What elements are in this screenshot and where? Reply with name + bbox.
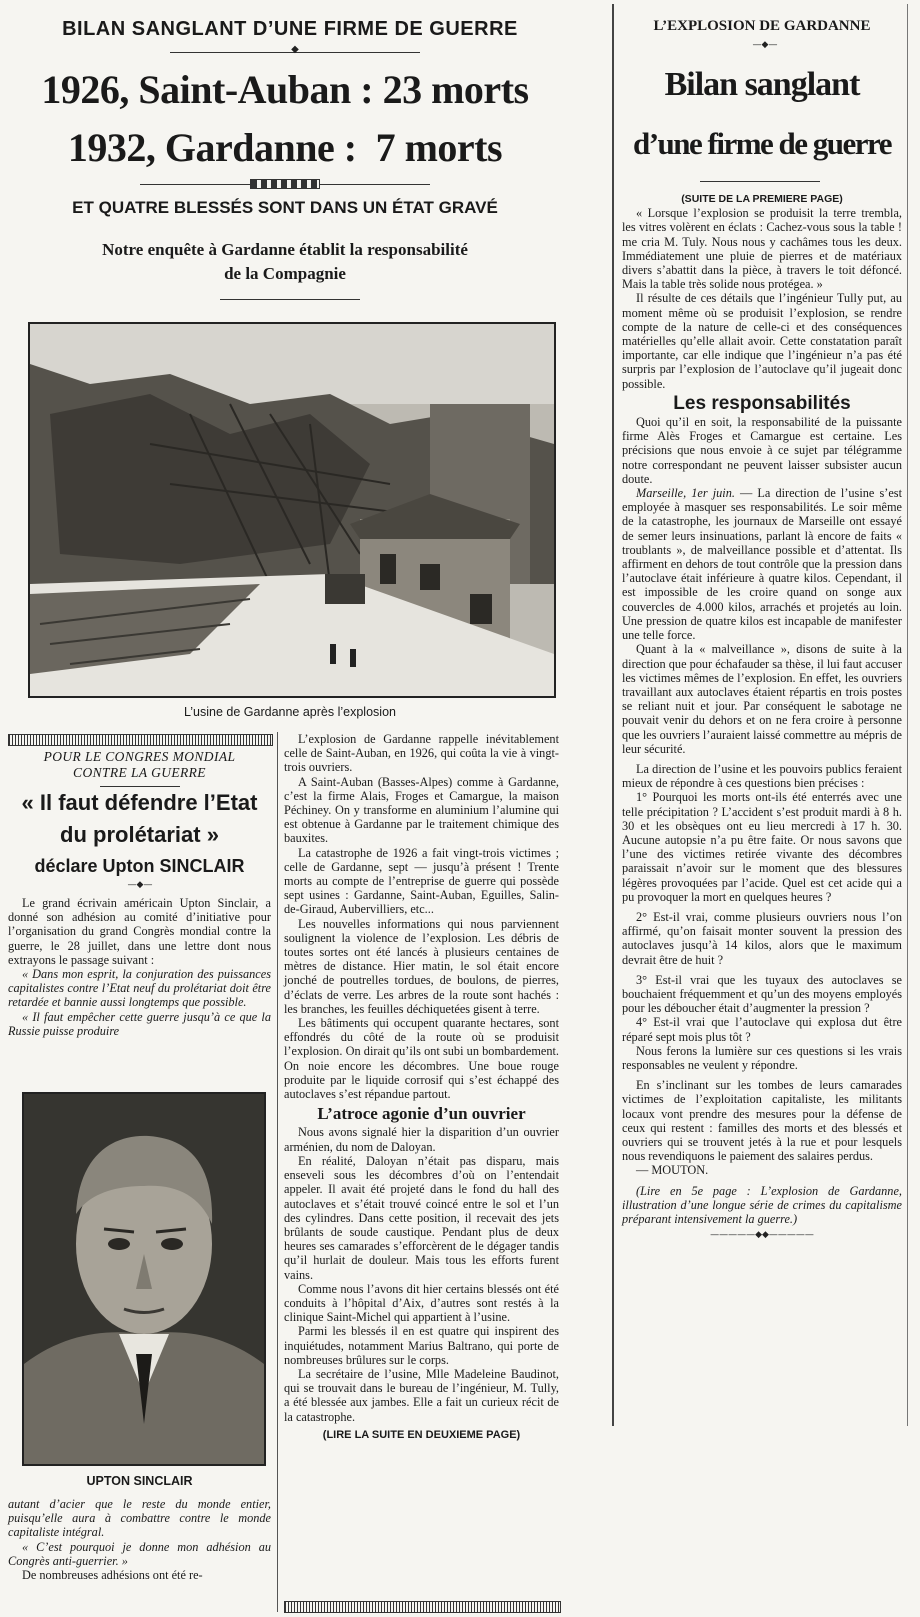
paragraph: Les nouvelles informations qui nous parviennent soulignent la violence de l’explosion. Les débris de toutes sortes ont été lancés à plusieurs centaines de mètres de distance. Hier matin, le sol était encore jonché de poutrelles tordues, de boulons, de pierres, d’éclats de verre. Les arbres de la route sont hachés : les branches, les feuilles déchiquetées gisent à terre. (284, 916, 559, 1016)
headline: 1932, Gardanne : 7 morts (67, 125, 503, 170)
kicker: BILAN SANGLANT D’UNE FIRME DE GUERRE (62, 18, 518, 40)
divider (100, 786, 180, 787)
column-rule (8, 734, 273, 746)
paragraph: Marseille, 1er juin. — La direction de l’usine s’est employée à masquer ses responsabilités. Le soir même de la catastrophe, les journaux de Marseille ont essayé de semer leurs insinuations, parlant là encore de faits « troublants », de malveillance possible et d’attentat. Ils affirment en dehors de tout contrôle que la pression dans l’autoclave était inférieure à quatre kilos. Cependant, il est impossible de les croire quand on songe aux couvercles de 4.000 kilos, arrachés et projetés au loin. Une pression de quatre kilos est incapable de manifester une telle force. (622, 486, 902, 643)
paragraph: Les bâtiments qui occupent quarante hectares, sont effondrés du côté de la route où se produisit l’explosion. On dirait qu’ils ont subi un bombardement. On noie encore les décombres. Une boue rouge produite par le liquide corrosif qui s’est échappé des autoclaves s’est répandue partout. (284, 1016, 559, 1102)
right-column (622, 192, 902, 1242)
divider (140, 184, 250, 185)
factory-ruins-image (30, 324, 554, 696)
sinclair-text (8, 896, 271, 1038)
quote: « C’est pourquoi je donne mon adhésion au Congrès anti-guerrier. » (8, 1539, 271, 1568)
paragraph: 3° Est-il vrai que les tuyaux des autoclaves se bouchaient fréquemment et qu’un des moyens employés pour les déboucher était d’augmenter la pression ? (622, 972, 902, 1016)
divider (700, 181, 820, 182)
middle-column (284, 732, 559, 1442)
paragraph: A Saint-Auban (Basses-Alpes) comme à Gardanne, c’est la firme Alais, Froges et Camargue, la maison Péchiney. On y transforme en aluminium l’alumine qui est obtenue à Gardanne par le traitement chimique des bauxites. (284, 774, 559, 846)
section-heading: L’atroce agonie d’un ouvrier (317, 1104, 526, 1124)
paragraph: 1° Pourquoi les morts ont-ils été enterrés avec une telle précipitation ? L’accident s’est produit mardi à 8 h. 30 et les obsèques ont eu lieu mercredi à 17 h. 30. Aucune autopsie n’a pu être faite. Or nous savons que l’une des victimes retirée vivante des décombres paraissait n’avoir sur le moment que des blessures légères provoquées par l’acide. Quel est cet acide qui a pu provoquer la mort en quelques heures ? (622, 790, 902, 904)
sinclair-byline: déclare Upton SINCLAIR (34, 856, 245, 876)
paragraph: La catastrophe de 1926 a fait vingt-trois victimes ; celle de Gardanne, sept — jusqu’à présent ! Trente morts au compte de l’entreprise de guerre qui possède sept usines : Gardanne, Saint-Auban, Eguilles, Salin-de-Giraud, Aubervilliers, etc... (284, 845, 559, 917)
subdeck: de la Compagnie (224, 264, 346, 283)
upton-sinclair-portrait (24, 1094, 264, 1464)
ornament (250, 179, 320, 189)
paragraph: Nous avons signalé hier la disparition d’un ouvrier arménien, du nom de Daloyan. (284, 1125, 559, 1154)
sinclair-text-continued (8, 1497, 271, 1582)
paragraph: La direction de l’usine et les pouvoirs publics feraient mieux de répondre à ces questions bien précises : (622, 761, 902, 791)
paragraph: Quant à la « malveillance », disons de suite à la direction que pour échafauder sa thèse, il lui faut accuser les victimes mêmes de l’explosion. En effet, les ouvriers travaillant aux autoclaves étaient répartis en trois postes se reliant nuit et jour. Par conséquent le sabotage ne pouvait venir du dehors et on ne fera croire à personne que les ouvriers l’auraient laissé commettre au mépris de leur sécurité. (622, 642, 902, 756)
section-heading: Les responsabilités (673, 392, 851, 414)
ornament: —————◆◆————— (710, 1230, 814, 1241)
divider (320, 184, 430, 185)
paragraph: De nombreuses adhésions ont été re- (22, 1568, 203, 1583)
column-separator (277, 732, 278, 1612)
cross-reference: (Lire en 5e page : L’explosion de Gardanne, illustration d’une longue série de crimes du capitalisme préparant intensivement la guerre.) (622, 1183, 902, 1227)
paragraph: Il résulte de ces détails que l’ingénieur Tully put, au moment même où se produisit l’explosion, se rendre compte de la nature de celle-ci et des conséquences matérielles qu’elle allait avoir. Cette constatation paraît importante, car elle indique que l’ingénieur n’a pas été surpris par l’explosion de l’autoclave qu’il jugeait donc possible. (622, 291, 902, 391)
sinclair-title: « Il faut défendre l’Etat (21, 790, 258, 815)
headline: 1926, Saint-Auban : 23 morts (41, 67, 529, 112)
paragraph: La secrétaire de l’usine, Mlle Madeleine Baudinot, qui se trouvait dans le bureau de l’ingénieur, M. Tully, a été blessée aux jambes. Elle a fait un curieux récit de la catastrophe. (284, 1366, 559, 1424)
sinclair-kicker: POUR LE CONGRES MONDIAL (43, 749, 236, 764)
photo-caption: L’usine de Gardanne après l’explosion (184, 705, 396, 719)
paragraph: L’explosion de Gardanne rappelle inévitablement celle de Saint-Auban, en 1926, qui coûta la vie à vingt-trois ouvriers. (284, 732, 559, 775)
divider (220, 299, 360, 300)
paragraph: Comme nous l’avons dit hier certains blessés ont été conduits à l’hôpital d’Aix, d’autres sont restés à la clinique Saint-Michel qui appartient à l’usine. (284, 1281, 559, 1325)
paragraph: « Lorsque l’explosion se produisit la terre trembla, les vitres volèrent en éclats : Cachez-vous sous la table ! me cria M. Tuly. Nous nous y cachâmes tous les deux. Immédiatement une pluie de pierres et de matériaux divers s’abattit dans la pièce, à travers le toit défoncé. Mais la table très solide nous protégea. » (622, 206, 902, 292)
portrait-photo (22, 1092, 266, 1466)
paragraph: Quoi qu’il en soit, la responsabilité de la puissante firme Alès Froges et Camargue est certaine. Les précisions que nous envoie à ce sujet par télégramme notre correspondant ne peuvent laisser subsister aucun doute. (622, 415, 902, 486)
right-title: d’une firme de guerre (632, 126, 892, 161)
sinclair-title: du prolétariat » (60, 822, 219, 847)
deck: ET QUATRE BLESSÉS SONT DANS UN ÉTAT GRAVÉ (72, 198, 498, 217)
quote: autant d’acier que le reste du monde entier, puisqu’elle aura à combattre contre le monde capitaliste intégral. (8, 1497, 271, 1540)
quote: « Il faut empêcher cette guerre jusqu’à ce que la Russie puisse produire (8, 1009, 271, 1038)
ornament: ◆ (291, 44, 299, 55)
paragraph: Le grand écrivain américain Upton Sinclair, a donné son adhésion au comité d’initiative pour l’organisation du grand Congrès mondial contre la guerre, le 28 juillet, dans une lettre dont nous extrayons le passage suivant : (8, 896, 271, 967)
right-kicker: L’EXPLOSION DE GARDANNE (653, 18, 871, 34)
paragraph: En réalité, Daloyan n’était pas disparu, mais enseveli sous les décombres d’où on l’entendait appeler. Il avait été projeté dans le fond du hall des autoclaves et s’était trouvé coincé entre le sol et l’un des cylindres. Dans cette position, il recevait des jets brûlants de soude caustique. Pendant plus de deux heures ses camarades s’efforcèrent de le dégager tandis qu’il hurlait de douleur. Mais tous les efforts furent vains. (284, 1153, 559, 1282)
ornament: —◆— (752, 40, 778, 50)
paragraph: Nous ferons la lumière sur ces questions si les vrais responsables ne veulent y répondre. (622, 1043, 902, 1072)
paragraph: 4° Est-il vrai que l’autoclave qui explosa dut être réparé sept mois plus tôt ? (622, 1015, 902, 1044)
column-rule (284, 1601, 561, 1613)
right-title: Bilan sanglant (664, 66, 860, 103)
paragraph: Parmi les blessés il en est quatre qui inspirent des inquiétudes, notamment Marius Baltrano, qui porte de nombreuses brûlures sur le corps. (284, 1324, 559, 1367)
suite-notice: (SUITE DE LA PREMIERE PAGE) (681, 193, 843, 205)
quote: « Dans mon esprit, la conjuration des puissances capitalistes contre l’Etat neuf du prolétariat doit être retardée et bannie aussi longtemps que possible. (8, 967, 271, 1010)
paragraph: 2° Est-il vrai, comme plusieurs ouvriers nous l’on affirmé, qu’on faisait monter souvent la pression des autoclaves jusqu’à 14 kilos, alors que le maximum devrait être de huit ? (622, 909, 902, 967)
continued-notice: (LIRE LA SUITE EN DEUXIEME PAGE) (322, 1428, 521, 1441)
signature: — MOUTON. (636, 1163, 709, 1178)
ornament: —◆— (127, 880, 153, 890)
paragraph: En s’inclinant sur les tombes de leurs camarades victimes de l’exploitation capitaliste, les militants locaux vont prendre des mesures pour la défense de ceux qui restent : familles des morts et des blessés et ouvriers qui se trouvent jetés à la rue et pour lesquels nous revendiquons le paiement des salaires perdus. (622, 1078, 902, 1164)
portrait-caption: UPTON SINCLAIR (86, 1474, 193, 1488)
sinclair-kicker: CONTRE LA GUERRE (73, 765, 206, 780)
subdeck: Notre enquête à Gardanne établit la responsabilité (102, 240, 468, 259)
factory-photo (28, 322, 556, 698)
